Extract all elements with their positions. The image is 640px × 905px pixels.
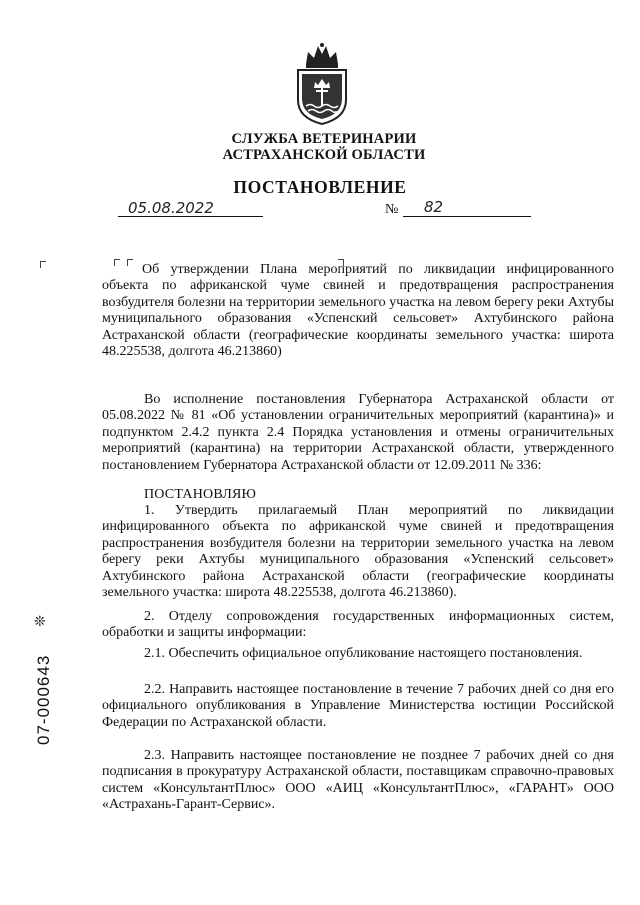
- number-label: №: [385, 202, 399, 217]
- document-date: 05.08.2022: [128, 199, 214, 217]
- date-underline: [118, 216, 263, 217]
- clause-2-1: 2.1. Обеспечить официальное опубликование настоящего постановления.: [144, 646, 583, 661]
- clause-2-3: 2.3. Направить настоящее постановление не позднее 7 рабочих дней со дня подписания в прокуратуру Астраханской области, поставщикам справочно-правовых систем «КонсультантПлюс» ООО «АИЦ «КонсультантПлюс», «ГАРАНТ» ООО «Астрахань-Гарант-Сервис».: [102, 748, 614, 813]
- clause-1: 1. Утвердить прилагаемый План мероприятий по ликвидации инфицированного объекта по африканской чуме свиней и предотвращения распространения возбудителя болезни на территории земельного участка на левом берегу реки Ахтубы муниципального образования «Успенский сельсовет» Ахтубинского района Астраханской области (географические координаты земельного участка: широта 48.225538, долгота 46.213860).: [102, 503, 614, 601]
- org-name-line1: СЛУЖБА ВЕТЕРИНАРИИ: [231, 131, 417, 147]
- document-subject: Об утверждении Плана мероприятий по ликвидации инфицированного объекта по африканской чуме свиней и предотвращения распространения возбудителя болезни на территории земельного участка на левом берегу реки Ахтубы муниципального образования «Успенский сельсовет» Ахтубинского района Астраханской области (географические координаты земельного участка: широта 48.225538, долгота 46.213860): [102, 262, 614, 360]
- margin-mark: ❊: [34, 614, 46, 630]
- coat-of-arms-icon: [292, 42, 352, 126]
- org-name-line2: АСТРАХАНСКОЙ ОБЛАСТИ: [222, 147, 426, 163]
- clause-2-2: 2.2. Направить настоящее постановление в течение 7 рабочих дней со дня его официального опубликования в Управление Министерства юстиции Российской Федерации по Астраханской области.: [102, 682, 614, 730]
- registration-number: 07-000643: [34, 654, 53, 745]
- document-type-title: ПОСТАНОВЛЕНИЕ: [233, 177, 407, 197]
- number-underline: [403, 216, 531, 217]
- document-number: 82: [424, 198, 444, 216]
- clause-2: 2. Отделу сопровождения государственных информационных систем, обработки и защиты информации:: [102, 609, 614, 641]
- corner-mark: [40, 261, 46, 268]
- decree-word: ПОСТАНОВЛЯЮ: [144, 487, 257, 502]
- preamble-paragraph: Во исполнение постановления Губернатора Астраханской области от 05.08.2022 № 81 «Об установлении ограничительных мероприятий (карантина)» и подпунктом 2.4.2 пункта 2.4 Порядка установления и отмены ограничительных мероприятий (карантина) на территории Астраханской области, утвержденного постановлением Губернатора Астраханской области от 12.09.2011 № 336:: [102, 392, 614, 473]
